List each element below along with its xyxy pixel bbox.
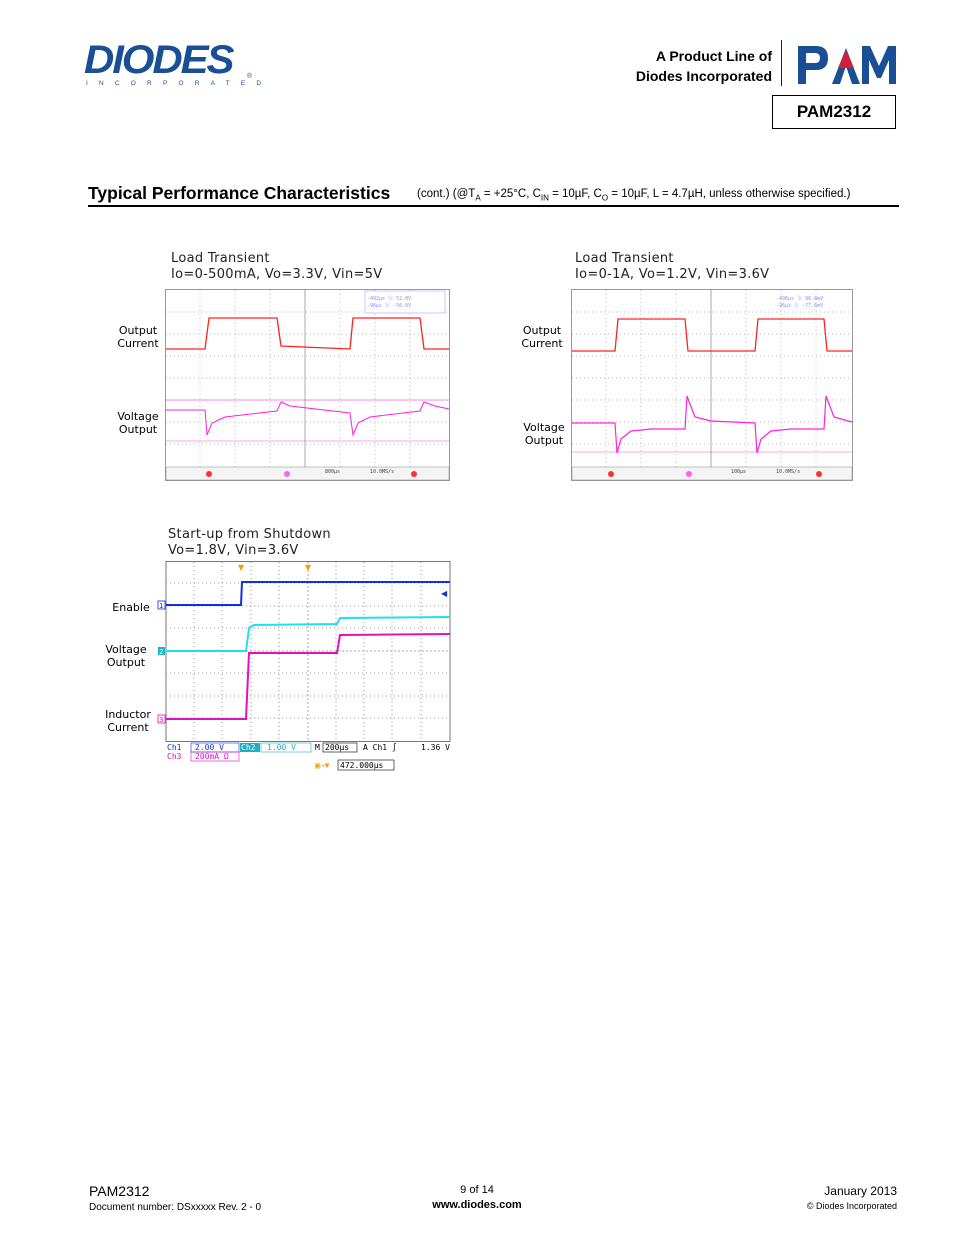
chart2-label-output-current: Output Current [521, 324, 563, 350]
chart3-marker-1: 1 [159, 602, 164, 610]
svg-text:▼: ▼ [238, 563, 245, 572]
chart3-label-enable: Enable [112, 601, 150, 614]
chart2-label-voltage-output: Voltage Output [523, 421, 565, 447]
pam-logo [794, 42, 898, 93]
product-line-2: Diodes Incorporated [635, 68, 772, 84]
product-line [636, 46, 772, 86]
product-line-1: A Product Line of [655, 48, 772, 64]
chart3-marker-3: 3 [159, 716, 164, 724]
section-conditions: (cont.) ($@T_A = +25^\circ C$, $C_{IN} = 10\mu F$, $C_O = 10\mu F$, L = 4.7µH, unless otherwise specified.) [417, 188, 851, 203]
chart1-label-output-current: Output Current [117, 324, 159, 350]
svg-text:800µs: 800µs [325, 469, 341, 475]
chart3-ch1-value: 2.00 V [195, 743, 224, 752]
chart1-title-line2: Io=0-500mA, Vo=3.3V, Vin=5V [171, 267, 383, 282]
footer-url[interactable]: www.diodes.com [432, 1199, 522, 1211]
chart2-scope [571, 289, 853, 481]
svg-text:10.0MS/s: 10.0MS/s [370, 469, 395, 475]
chart1-title-line1: Load Transient [171, 251, 270, 266]
chart1-scope [165, 289, 450, 481]
svg-text:▣→▼: ▣→▼ [315, 761, 330, 770]
footer-doc-number: Document number: DSxxxxx Rev. 2 - 0 [89, 1202, 262, 1213]
diodes-logo-word: DIODES [84, 38, 233, 82]
chart3-ch2: Ch2 [241, 743, 256, 752]
chart3-ch2-value: 1.00 V [267, 743, 296, 752]
svg-text:-96µs ⓑ -56.0V: -96µs ⓑ -56.0V [367, 303, 412, 309]
svg-text:10.0MS/s: 10.0MS/s [776, 469, 801, 475]
footer-copyright: © Diodes Incorporated [806, 1201, 897, 1211]
chart2-title-line1: Load Transient [575, 251, 674, 266]
chart3-label-voltage-output: Voltage Output [105, 643, 147, 669]
footer-page: 9 of 14 [460, 1184, 494, 1196]
chart3-trigger: A Ch1 ∫ [363, 743, 397, 752]
diodes-logo-sub: INCORPORATED [86, 80, 273, 87]
svg-text:◀: ◀ [441, 589, 448, 598]
chart3-title [168, 527, 331, 559]
footer-right [807, 1184, 897, 1211]
chart3-marker-2: 2 [159, 648, 164, 656]
chart3-ch1: Ch1 [167, 743, 182, 752]
svg-text:-496µs ⓑ 96.8mV: -496µs ⓑ 96.8mV [776, 296, 824, 302]
chart1-label-voltage-output: Voltage Output [117, 410, 159, 436]
chart3-ch3-value: 200mA Ω [195, 752, 229, 761]
svg-text:-96µs ⓑ -77.6mV: -96µs ⓑ -77.6mV [776, 303, 824, 309]
footer-date: January 2013 [824, 1184, 897, 1198]
footer-part: PAM2312 [89, 1183, 150, 1199]
section-rule [88, 205, 899, 207]
chart3-ch3: Ch3 [167, 752, 182, 761]
chart3-m: M [315, 743, 320, 752]
svg-text:▼: ▼ [305, 563, 312, 572]
part-number-box: PAM2312 [772, 95, 896, 129]
registered-mark: ® [247, 73, 253, 80]
chart3-trigger-value: 1.36 V [421, 743, 450, 752]
header-divider [781, 40, 782, 86]
section-title: Typical Performance Characteristics [88, 183, 391, 203]
chart3-scope [157, 561, 451, 773]
svg-text:-492µs ⓑ 52.8V: -492µs ⓑ 52.8V [367, 296, 412, 302]
chart2-title [575, 251, 769, 283]
diodes-logo [84, 40, 272, 87]
chart3-title-line2: Vo=1.8V, Vin=3.6V [168, 543, 299, 558]
chart3-cursor-value: 472.000µs [340, 761, 384, 770]
chart3-m-value: 200µs [325, 743, 350, 752]
chart1-title [171, 251, 382, 283]
chart3-label-inductor-current: Inductor Current [105, 708, 151, 734]
svg-text:100µs: 100µs [731, 469, 747, 475]
chart2-title-line2: Io=0-1A, Vo=1.2V, Vin=3.6V [575, 267, 770, 282]
chart3-title-line1: Start-up from Shutdown [168, 527, 331, 542]
